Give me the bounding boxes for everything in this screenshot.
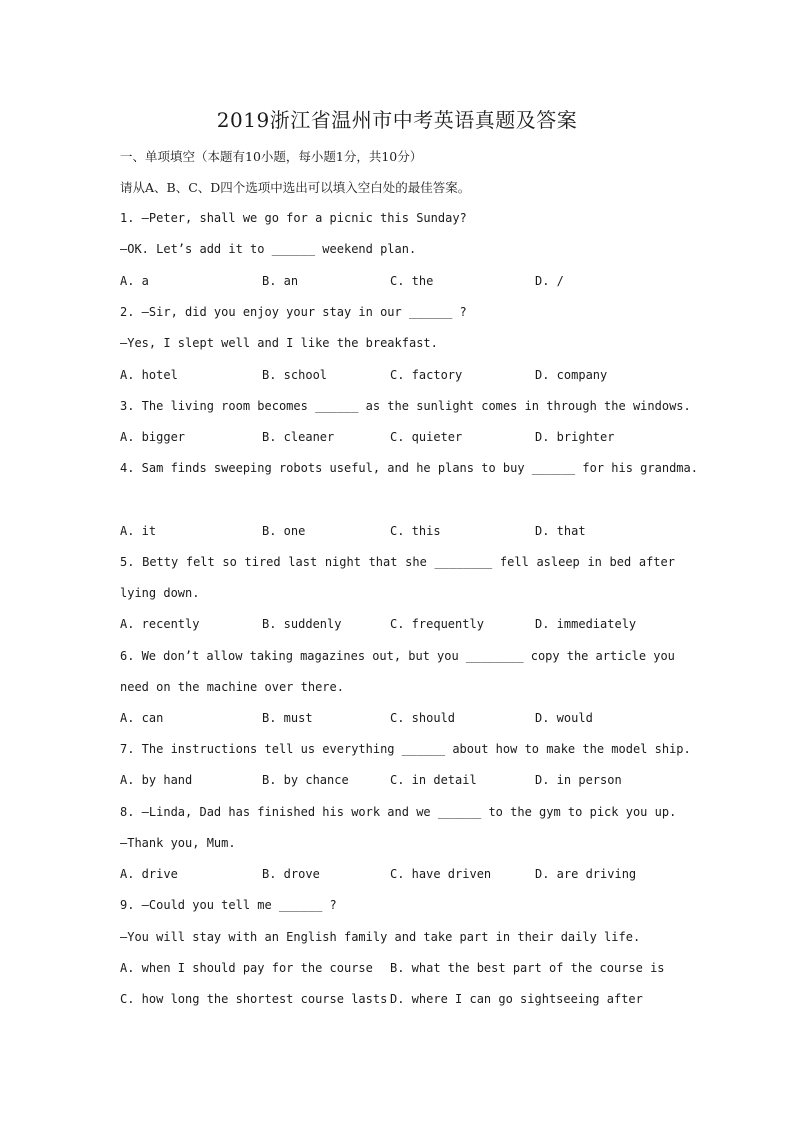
stem-word: but: [408, 649, 430, 663]
question-5-option-b: B. suddenly: [262, 617, 342, 631]
question-6-option-c: C. should: [390, 711, 456, 725]
question-8-option-b: B. drove: [262, 867, 320, 881]
question-1-option-a: A. a: [120, 274, 149, 288]
question-8-option-a: A. drive: [120, 867, 178, 881]
question-6-option-a: A. can: [120, 711, 164, 725]
question-7-option-c: C. in detail: [390, 773, 477, 787]
question-4-option-d: D. that: [535, 524, 586, 538]
question-2-option-a: A. hotel: [120, 368, 178, 382]
question-7-option-b: B. by chance: [262, 773, 349, 787]
question-3-option-a: A. bigger: [120, 430, 186, 444]
stem-word: you: [653, 649, 675, 663]
stem-word: she: [405, 555, 427, 569]
question-4-stem: 4. Sam finds sweeping robots useful, and he plans to buy ______ for his grandma.: [120, 461, 698, 475]
question-8-reply: —Thank you, Mum.: [120, 836, 236, 850]
question-1-stem: 1. —Peter, shall we go for a picnic this Sunday?: [120, 211, 467, 225]
question-8-option-d: D. are driving: [535, 867, 637, 881]
question-4-option-b: B. one: [262, 524, 306, 538]
answer-blank: ________: [465, 649, 524, 663]
question-6-stem-continued: need on the machine over there.: [120, 680, 344, 694]
answer-blank: ________: [434, 555, 493, 569]
question-3-option-c: C. quieter: [390, 430, 463, 444]
stem-word: you: [437, 649, 459, 663]
question-7-option-d: D. in person: [535, 773, 622, 787]
stem-word: allow: [206, 649, 243, 663]
question-6-stem: [120, 649, 675, 663]
stem-word: after: [638, 555, 675, 569]
question-6-option-d: D. would: [535, 711, 593, 725]
question-3-option-b: B. cleaner: [262, 430, 335, 444]
question-1-option-c: C. the: [390, 274, 434, 288]
question-7-stem: 7. The instructions tell us everything ______ about how to make the model ship.: [120, 742, 691, 756]
stem-word: magazines: [300, 649, 366, 663]
question-9-option-a: A. when I should pay for the course: [120, 961, 373, 975]
question-5-stem-continued: lying down.: [120, 586, 200, 600]
stem-word: fell: [499, 555, 529, 569]
stem-word: felt: [185, 555, 215, 569]
question-2-stem: 2. —Sir, did you enjoy your stay in our ______ ?: [120, 305, 467, 319]
question-8-stem: 8. —Linda, Dad has finished his work and we ______ to the gym to pick you up.: [120, 805, 677, 819]
stem-word: asleep: [536, 555, 580, 569]
question-9-option-b: B. what the best part of the course is: [390, 961, 665, 975]
stem-word: in: [587, 555, 602, 569]
question-9-option-c: C. how long the shortest course lasts: [120, 992, 388, 1006]
section-heading: 一、单项填空（本题有10小题，每小题1分，共10分）: [120, 149, 423, 164]
question-5-option-d: D. immediately: [535, 617, 637, 631]
question-2-option-d: D. company: [535, 368, 608, 382]
question-9-reply: —You will stay with an English family and take part in their daily life.: [120, 930, 641, 944]
question-1-option-d: D. /: [535, 274, 564, 288]
stem-word: taking: [249, 649, 293, 663]
stem-word: We: [141, 649, 157, 663]
stem-word: 5.: [120, 555, 135, 569]
stem-word: tired: [244, 555, 281, 569]
stem-word: that: [368, 555, 398, 569]
question-4-option-c: C. this: [390, 524, 441, 538]
question-5-option-c: C. frequently: [390, 617, 484, 631]
stem-word: night: [324, 555, 361, 569]
question-2-option-c: C. factory: [390, 368, 463, 382]
stem-word: bed: [609, 555, 632, 569]
stem-word: the: [566, 649, 589, 663]
page-title: 2019浙江省温州市中考英语真题及答案: [216, 108, 578, 132]
question-7-option-a: A. by hand: [120, 773, 193, 787]
question-3-stem: 3. The living room becomes ______ as the sunlight comes in through the windows.: [120, 399, 691, 413]
question-6-option-b: B. must: [262, 711, 313, 725]
question-5-stem: [120, 555, 675, 569]
stem-word: don’t: [163, 649, 200, 663]
question-4-option-a: A. it: [120, 524, 157, 538]
stem-word: out,: [372, 649, 402, 663]
question-5-option-a: A. recently: [120, 617, 200, 631]
stem-word: article: [595, 649, 647, 663]
question-8-option-c: C. have driven: [390, 867, 492, 881]
question-2-option-b: B. school: [262, 368, 328, 382]
question-2-reply: —Yes, I slept well and I like the breakfast.: [120, 336, 438, 350]
stem-word: 6.: [120, 649, 135, 663]
question-1-option-b: B. an: [262, 274, 299, 288]
question-9-stem: 9. —Could you tell me ______ ?: [120, 898, 337, 912]
question-1-reply: —OK. Let’s add it to ______ weekend plan.: [120, 242, 417, 256]
stem-word: last: [288, 555, 318, 569]
instruction-text: 请从A、B、C、D四个选项中选出可以填入空白处的最佳答案。: [120, 180, 471, 195]
question-3-option-d: D. brighter: [535, 430, 615, 444]
stem-word: so: [222, 555, 237, 569]
stem-word: copy: [530, 649, 560, 663]
stem-word: Betty: [142, 555, 179, 569]
question-9-option-d: D. where I can go sightseeing after: [390, 992, 643, 1006]
